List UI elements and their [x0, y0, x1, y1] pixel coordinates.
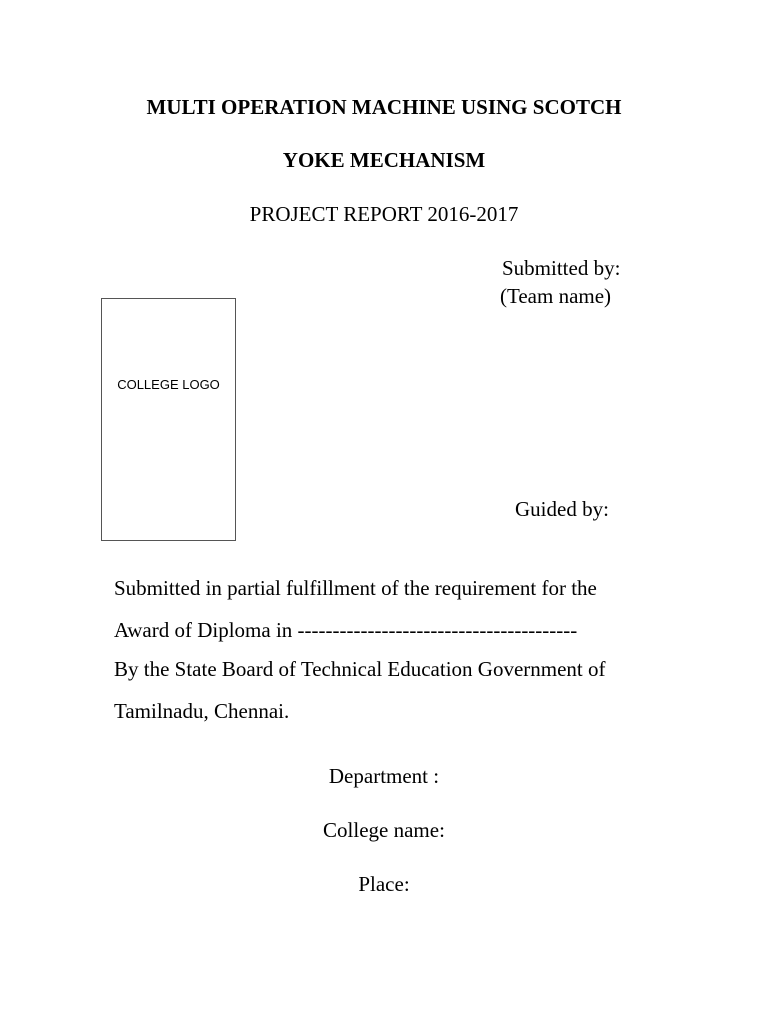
fulfillment-line-4: Tamilnadu, Chennai. — [114, 699, 290, 723]
college-logo-placeholder — [101, 298, 236, 541]
team-name: (Team name) — [500, 284, 612, 308]
college-name-label: College name: — [323, 818, 445, 842]
fulfillment-line-3: By the State Board of Technical Education Government of — [114, 657, 606, 681]
report-title-line-2: YOKE MECHANISM — [282, 148, 486, 172]
fulfillment-line-1: Submitted in partial fulfillment of the requirement for the — [114, 576, 597, 600]
fulfillment-line-2: Award of Diploma in ---------------------------------------- — [114, 618, 578, 642]
submitted-by-label: Submitted by: — [502, 256, 621, 280]
report-title-line-1: MULTI OPERATION MACHINE USING SCOTCH — [146, 95, 622, 119]
department-label: Department : — [328, 764, 440, 788]
report-subtitle: PROJECT REPORT 2016-2017 — [249, 202, 519, 226]
college-logo-label: COLLEGE LOGO — [117, 377, 220, 392]
place-label: Place: — [358, 872, 410, 896]
guided-by-label: Guided by: — [515, 497, 609, 521]
